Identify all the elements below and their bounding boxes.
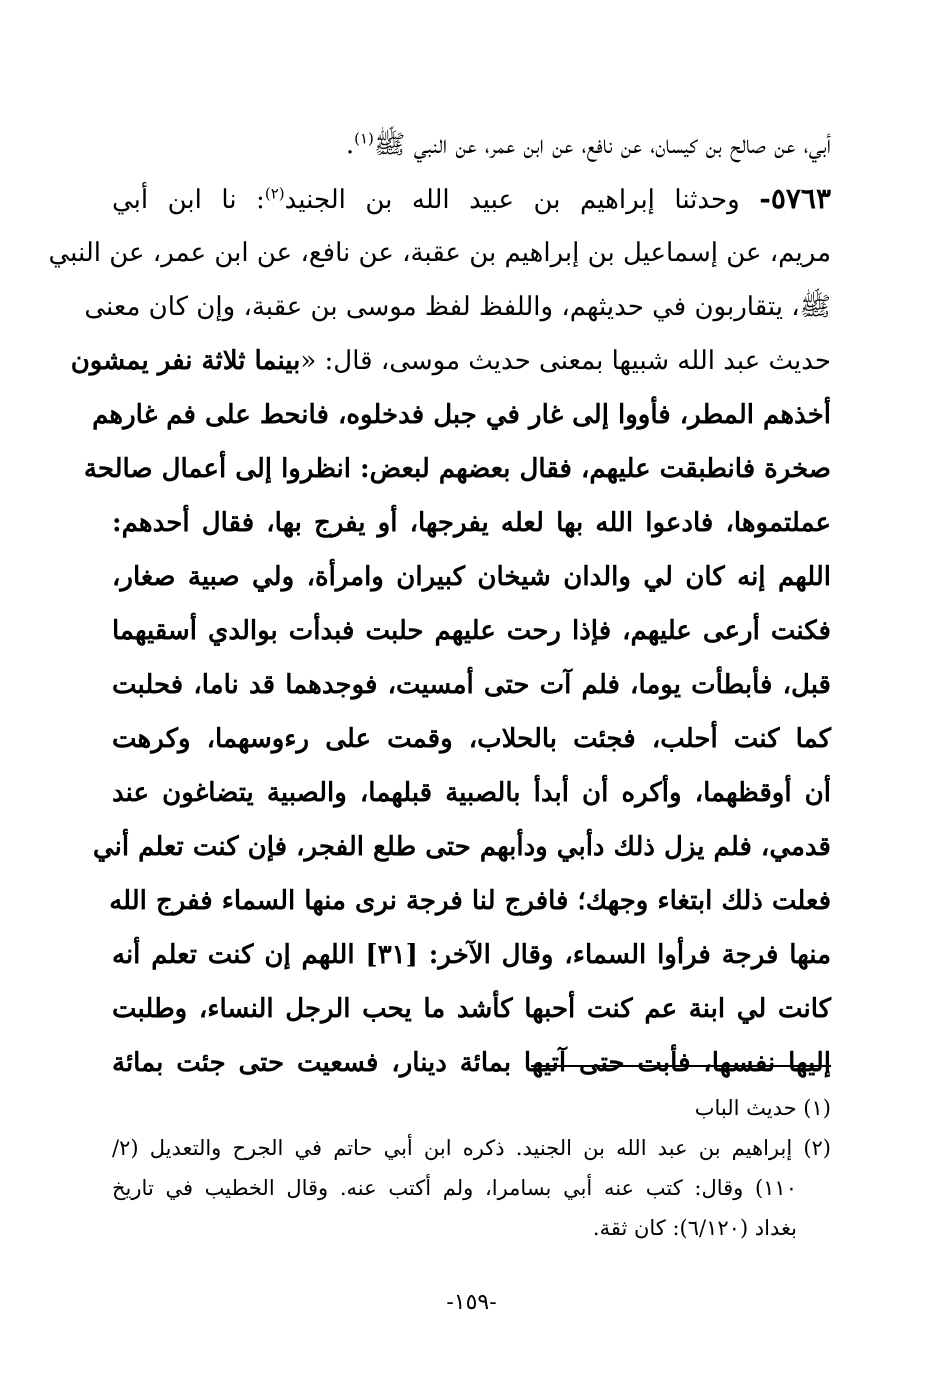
text-line-1: أبي، عن صالح بن كيسان، عن نافع، عن ابن عمر، عن النبي ﷺ$^{(١)}$. xyxy=(345,129,831,160)
main-text xyxy=(48,118,831,1090)
footnote-2-line-1: (٢) إبراهيم بن عبد الله بن الجنيد. ذكره ابن أبي حاتم في الجرح والتعديل (٢/ xyxy=(112,1136,831,1160)
text-line-12: كما كنت أحلب، فجئت بالحلاب، وقمت على رءوسهما، وكرهت xyxy=(112,724,831,754)
footnote-2-line-3: بغداد (٦/١٢٠): كان ثقة. xyxy=(592,1216,797,1240)
text-line-4: ﷺ، يتقاربون في حديثهم، واللفظ لفظ موسى بن عقبة، وإن كان معنى xyxy=(84,292,831,322)
footnote-divider xyxy=(531,1065,831,1067)
footnote-2-line-2: ١١٠) وقال: كتب عنه أبي بسامرا، ولم أكتب عنه. وقال الخطيب في تاريخ xyxy=(112,1176,797,1200)
text-line-14: قدمي، فلم يزل ذلك دأبي ودأبهم حتى طلع الفجر، فإن كنت تعلم أني xyxy=(92,832,831,862)
text-line-13: أن أوقظهما، وأكره أن أبدأ بالصبية قبلهما، والصبية يتضاغون عند xyxy=(112,778,831,808)
text-line-18: إليها نفسها، فأبت حتى آتيها بمائة دينار، فسعيت حتى جئت بمائة xyxy=(112,1048,831,1078)
footnote-1: (١) حديث الباب xyxy=(694,1096,831,1120)
text-line-17: كانت لي ابنة عم كنت أحبها كأشد ما يحب الرجل النساء، وطلبت xyxy=(112,994,831,1024)
text-line-3: مريم، عن إسماعيل بن إبراهيم بن عقبة، عن نافع، عن ابن عمر، عن النبي xyxy=(48,238,831,268)
text-line-10: فكنت أرعى عليهم، فإذا رحت عليهم حلبت فبدأت بوالدي أسقيهما xyxy=(112,616,831,646)
text-line-16: منها فرجة فرأوا السماء، وقال الآخر: [٣١] اللهم إن كنت تعلم أنه xyxy=(112,940,831,970)
footnote-mark-2: (٢) xyxy=(264,184,285,203)
text-line-7: صخرة فانطبقت عليهم، فقال بعضهم لبعض: انظروا إلى أعمال صالحة xyxy=(83,454,831,484)
hadith-number: ٥٧٦٣- xyxy=(759,182,831,215)
footnote-mark-1: (١) xyxy=(354,129,374,148)
text-line-2: ٥٧٦٣- وحدثنا إبراهيم بن عبيد الله بن الجنيد$^{(٢)}$: نا ابن أبي xyxy=(112,182,831,215)
page-number: -١٥٩- xyxy=(446,1290,497,1315)
text-line-15: فعلت ذلك ابتغاء وجهك؛ فافرج لنا فرجة نرى منها السماء ففرج الله xyxy=(109,886,831,916)
text-line-6: أخذهم المطر، فأووا إلى غار في جبل فدخلوه، فانحط على فم غارهم xyxy=(92,400,831,430)
text-line-5: حديث عبد الله شبيها بمعنى حديث موسى، قال: «بينما ثلاثة نفر يمشون xyxy=(70,346,831,376)
text-line-8: عملتموها، فادعوا الله بها لعله يفرجها، أو يفرج بها، فقال أحدهم: xyxy=(112,508,831,538)
footnotes xyxy=(112,1088,831,1248)
text-line-11: قبل، فأبطأت يوما، فلم آت حتى أمسيت، فوجدهما قد ناما، فحلبت xyxy=(112,670,831,700)
text-line-9: اللهم إنه كان لي والدان شيخان كبيران وامرأة، ولي صبية صغار، xyxy=(112,562,831,592)
